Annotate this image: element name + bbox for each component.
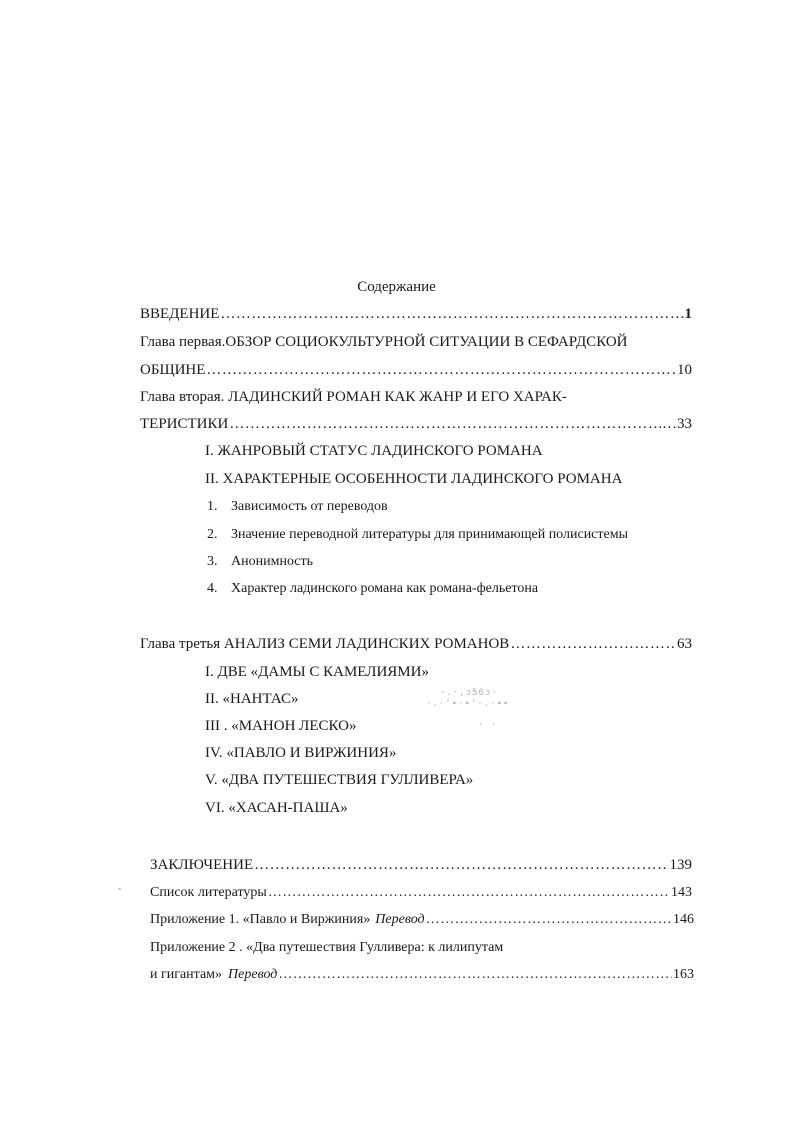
toc-subsection-number: 2.	[207, 527, 218, 542]
toc-entry-note: Перевод	[228, 967, 278, 982]
dot-leader	[229, 414, 661, 434]
toc-entry-appendix1	[150, 910, 694, 930]
toc-entry-appendix2-line1: Приложение 2 . «Два путешествия Гулливера: к лилипутам	[150, 940, 504, 955]
toc-subsection	[207, 579, 697, 599]
toc-section: IV. «ПАВЛО И ВИРЖИНИЯ»	[205, 745, 397, 761]
toc-subsection-number: 1.	[207, 499, 218, 514]
toc-section: II. ХАРАКТЕРНЫЕ ОСОБЕННОСТИ ЛАДИНСКОГО РОМАНА	[205, 471, 623, 487]
toc-subsection	[207, 525, 697, 545]
toc-subsection-text: Характер ладинского романа как романа-фельетона	[231, 581, 539, 596]
toc-entry-label: Приложение 1. «Павло и Виржиния»	[150, 912, 371, 927]
toc-entry-conclusion	[150, 855, 692, 875]
toc-section: III . «МАНОН ЛЕСКО»	[205, 718, 357, 734]
toc-entry-chapter1	[140, 360, 692, 380]
toc-entry-chapter3	[140, 634, 692, 654]
toc-entry-chapter2	[140, 414, 692, 434]
toc-section: I. ДВЕ «ДАМЫ С КАМЕЛИЯМИ»	[205, 664, 429, 680]
dot-leader	[268, 883, 670, 903]
toc-entry-page: 163	[673, 967, 694, 982]
toc-entry-label: ВВЕДЕНИЕ	[140, 306, 220, 322]
toc-entry-label: Список литературы	[150, 885, 267, 900]
dot-leader	[254, 855, 668, 875]
toc-entry-page: 1	[684, 306, 692, 322]
toc-section: VI. «ХАСАН-ПАША»	[205, 800, 348, 816]
toc-subsection-text: Анонимность	[231, 554, 314, 569]
dot-leader	[278, 965, 672, 985]
toc-subsection	[207, 497, 697, 517]
toc-entry-page: 139	[669, 857, 692, 873]
faded-stamp-mark: ·.·,ɔ56ɔ· ·.·'∙·∙'·.·∙∙ · ·	[426, 688, 510, 730]
toc-entry-appendix2	[150, 965, 694, 985]
toc-subsection-text: Значение переводной литературы для принимающей полисистемы	[231, 527, 628, 542]
toc-entry-label: ТЕРИСТИКИ	[140, 416, 229, 432]
toc-subsection-number: 3.	[207, 554, 218, 569]
toc-entry-chapter1-line1: Глава первая.ОБЗОР СОЦИОКУЛЬТУРНОЙ СИТУАЦИИ В СЕФАРДСКОЙ	[140, 334, 628, 350]
scan-speck	[118, 888, 121, 890]
page-title: Содержание	[357, 279, 436, 295]
toc-entry-label: ЗАКЛЮЧЕНИЕ	[150, 857, 254, 873]
dot-leader	[426, 910, 672, 930]
dot-leader	[220, 304, 683, 324]
toc-entry-page: 146	[673, 912, 694, 927]
toc-entry-label: Глава третья АНАЛИЗ СЕМИ ЛАДИНСКИХ РОМАНОВ	[140, 636, 510, 652]
toc-section: II. «НАНТАС»	[205, 691, 299, 707]
toc-entry-note: Перевод	[375, 912, 425, 927]
dot-leader	[510, 634, 676, 654]
dot-leader	[206, 360, 676, 380]
toc-entry-intro	[140, 304, 692, 324]
toc-entry-bibliography	[150, 883, 692, 903]
toc-subsection-text: Зависимость от переводов	[231, 499, 388, 514]
toc-section: V. «ДВА ПУТЕШЕСТВИЯ ГУЛЛИВЕРА»	[205, 772, 474, 788]
toc-section: I. ЖАНРОВЫЙ СТАТУС ЛАДИНСКОГО РОМАНА	[205, 443, 543, 459]
toc-entry-chapter2-line1: Глава вторая. ЛАДИНСКИЙ РОМАН КАК ЖАНР И ЕГО ХАРАК-	[140, 389, 567, 405]
toc-entry-page: 10	[677, 362, 692, 378]
toc-entry-page: 63	[677, 636, 692, 652]
toc-entry-page: 143	[671, 885, 692, 900]
toc-entry-page: …33	[662, 416, 692, 432]
toc-entry-label: и гигантам»	[150, 967, 223, 982]
toc-subsection	[207, 552, 697, 572]
toc-subsection-number: 4.	[207, 581, 218, 596]
toc-entry-label: ОБЩИНЕ	[140, 362, 206, 378]
